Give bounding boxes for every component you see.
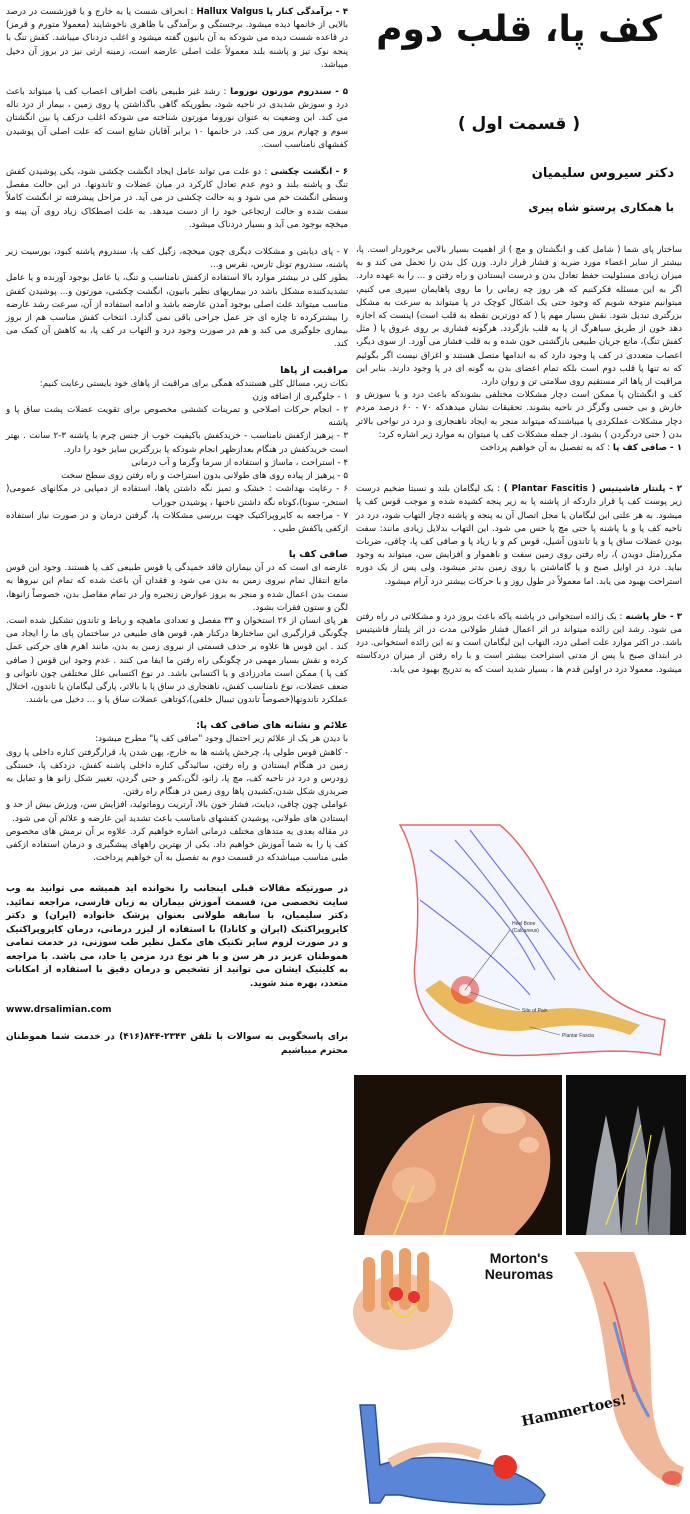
hammertoe-figure	[564, 1242, 686, 1492]
hammertoe-illustration	[564, 1242, 686, 1492]
care-list	[6, 391, 348, 536]
item-hallux-head: ۴ - برآمدگی کنار پا	[266, 7, 348, 17]
website-link[interactable]: www.drsalimian.com	[6, 1005, 112, 1016]
shoes-paragraph: بطور کلی در بیشتر موارد بالا استفاده ازکفش نامناسب و تنگ، یا عامل بوجود آورنده و یا عامل تشدیدکننده مشکل باشد در بیماریهای نظیر بانیون، انگشت چکشی، مورتون و... پوشیدن کفش مناسب میتواند علت اصلی بوجود آمدن عارضه باشد و ادامه استفاده از آن، سرعت رشد عارضه را بیشترکرده تا چاره ای جز عمل جراحی باقی نمی گذارد. انتخاب کفش مناسب هم از بروز بیماری جلوگیری می کند و هم در صورت وجود درد و التهاب در کف پا، به کاهش آن کمک می کند.	[6, 273, 348, 350]
care-item: ۲ - انجام حرکات اصلاحی و تمرینات کششی مخصوص برای تقویت عضلات پشت ساق پا و پاشنه	[6, 405, 348, 429]
closing-paragraph: در صورتیکه مقالات قبلی اینجانب را نخوانده اید همیشه می توانید به وب سایت تخصصی من، قسمت آموزش بیماران به زبان فارسی، مراجعه نمائید. دکتر سلیمیان، با سابقه طولانی بعنوان پزشک خانواده (ایران) و دکتر کایروپراکتیک (ایران و کانادا) با استفاده از لیزر درمانی، درمان کایروپراکتیک و در صورت لزوم سایر تکنیک های مکمل نظیر طب سوزنی، در خدمت تمامی هموطنان عزیز در هر سن و با هر نوع درد مزمن یا حاد، می باشد. با مراجعه به کلینیک ایشان می توانید از تشخیص و درمان دقیق با استفاده از امکانات متعدد، بهره مند شوید.	[6, 884, 348, 989]
intro-paragraph: ساختار پای شما ( شامل کف و انگشتان و مچ ) از اهمیت بسیار بالایی برخوردار است. پا، بیشتر از سایر اعضاء مورد ضربه و فشار قرار دارد. وزن کل بدن را تحمل می کند و به میزان زیادی مسئولیت حفظ تعادل بدن و درست ایستادن و راه رفتن و ... را به عهده دارد. اگر به این مسئله فکرکنیم که هر روز چه زمانی را ما روی پاهایمان سپری می کنیم، میتوانیم متوجه شویم که وجود حتی یک اشکال کوچک در پا میتواند به سرعت به مشکل بزرگتری تبدیل شود. نقش بسیار مهم پا ( که دورترین نقطه به قلب است) اینست که اجازه دهد خون از طریق سیاهرگ از پا به قلب بازگردد. هرگونه فشاری بر روی عروق پا ( مثل کفش تنگ)، مانع جریان طبیعی بازگشتی خون شده و به قلب فشار می آورد. از سوی دیگر، اعصاب متعددی در کف پا وجود دارد که به اندامها متصل هستند و اغراق نیست اگر بگوئیم که نه تنها پا قلب دوم است بلکه تمام اعضای بدن به گونه ای در پا وجود دارند. بنابر این مراقبت از پاها اثر مستقیم روی سلامتی تن و روان دارد.	[356, 245, 682, 388]
item-hammer-text: : دو علت می تواند عامل ایجاد انگشت چکشی شود، یکی پوشیدن کفش تنگ و پاشنه بلند و دوم عدم تعادل کارکرد در میان عضلات و تاندونها. در این حالت مفصل وسطی انگشت خم می شود و به حالت چکشی در می آید. در مراحل پیشرفته تر انگشت کاملاً سفت شده و حالت ارتجاعی خود را از دست میدهد. به علت اصطکاک زیاد روی آن پینه و میخچه بوجود می آید و بسیار دردناک میشود.	[6, 167, 348, 230]
author: دکتر سیروس سلیمیان	[531, 166, 674, 181]
collaborator: با همکاری پرستو شاه پیری	[528, 201, 674, 214]
item-hammer-head: ۶ - انگشت چکشی	[270, 167, 349, 178]
signs-paragraph-1: - کاهش قوس طولی پا، چرخش پاشنه ها به خارج، پهن شدن پا، قرارگرفتن کناره داخلی پا روی زمین در هنگام ایستادن و راه رفتن، سائیدگی کناره داخلی پاشنه کفش، دردکف پا، خستگی زودرس و درد در ناحیه کف، مچ پا، زانو، لگن،کمر و حتی گردن، تغییر شکل زانو ها و تمایل به ضربدری شکل شدن،کشیدن پاها روی زمین در هنگام راه رفتن.	[6, 747, 348, 798]
care-title: مراقبت از پاها	[280, 364, 348, 376]
item-plantar-en: ( Plantar Fascitis )	[503, 484, 596, 495]
care-item: ۱ - جلوگیری از اضافه وزن	[252, 391, 348, 402]
care-item: ۳ - پرهیز ازکفش نامناسب - خریدکفش باکیفیت خوب از جنس چرم با پاشنه ۳-۲ سانت . بهتر است خریدکفش در هنگام بعدازظهر انجام شودکه پا بزرگترین سایز خود را دارد.	[6, 431, 348, 455]
care-item: ۶ - رعایت بهداشت : خشک و تمیز نگه داشتن پاها، استفاده از دمپایی در مکانهای عمومی( استخر- سونا)،کوتاه نگه داشتن ناخنها ، پوشیدن جوراب	[6, 484, 348, 508]
hammertoes-label: Hammertoes!	[520, 1392, 629, 1431]
care-item: ۵ - پرهیز از پیاده روی های طولانی بدون استراحت و راه رفتن روی سطح سخت	[61, 471, 348, 482]
label-site-of-pain: Site of Pain	[522, 1008, 548, 1014]
label-heel-bone: Heel Bone	[512, 921, 536, 927]
care-intro: نکات زیر، مسائل کلی هستندکه همگی برای مراقبت از پاهای خود بایستی رعایت کنیم:	[39, 378, 348, 389]
item-morton-text: : رشد غیر طبیعی بافت اطراف اعصاب کف پا میتواند باعث درد و سوزش شدیدی در ناحیه شود، بطوریکه گاهی باگذاشتن پا روی زمین ، بیمار از درد ناله می کند. این وضعیت به عنوان نوروما مورتون شناخته می شودکه اغلب درکف پا بین انگشتان سوم و چهارم بروز می کند. در خانمها ۱۰ برابر آقایان شایع است که علت اصلی آن پوشیدن کفشهای نامناسب است.	[6, 87, 348, 150]
morton-neuroma-figure	[348, 1242, 460, 1352]
item-flatfoot-text: : که به تفصیل به آن خواهیم پرداخت	[479, 443, 611, 454]
page-title: کف پا، قلب دوم	[376, 9, 662, 50]
shoe-figure	[350, 1385, 550, 1510]
flat-paragraph-1: عارضه ای است که در آن بیماران فاقد خمیدگی یا قوس طبیعی کف پا هستند. وجود این قوس مانع انتقال تمام نیروی زمین به بدن می شود و فقدان آن باعث شده که تمام این نیروها به سمت بدن اعمال شده و منجر به بروز عوارض زنجیره وار در تمام مفاصل بدن، خصوصاً زانوها، لگن و ستون فقرات بشود.	[6, 563, 348, 613]
morton-label-line-1: Morton's	[489, 1250, 549, 1266]
item-morton	[6, 86, 348, 152]
item-heel-spur-text: : یک زائده استخوانی در پاشنه پاکه باعث بروز درد و مشکلاتی در راه رفتن می شود. رشد این زائده میتواند در اثر اعمال فشار طولانی مدت در اثر پلنتار فاشیتیس باشد. در اکثر موارد علت اصلی درد، التهاب این لیگامان است و نه این زائده استخوانی. درد در ابتدای صبح یا پس از مدتی استراحت بیشتر است و با راه رفتن از میزان دردکاسته میشود. معمولا درد در اولین قدم ها ، بسیار شدید است که به تدریج بهبود می یابد.	[356, 611, 682, 675]
xray-photo	[566, 1075, 686, 1235]
morton-illustration	[348, 1242, 460, 1352]
item-heel-spur-head: ۳ - خار پاشنه	[625, 611, 683, 622]
signs-paragraph-3: در مقاله بعدی به متدهای مختلف درمانی اشاره خواهیم کرد. علاوه بر آن نرمش های مخصوص کف پا را به شما آموزش خواهیم داد. یکی از بهترین راههای پیشگیری و درمان استفاده ازکفی طبی مناسب میباشدکه در قسمت دوم به تفصیل به آن خواهیم پرداخت.	[6, 826, 348, 864]
flat-paragraph-2: هر پای انسان از ۲۶ استخوان و ۳۳ مفصل و تعدادی ماهیچه و رباط و تاندون تشکیل شده است. چگونگی قرارگیری این ساختارها درکنار هم، قوس های طبیعی در ساختمان پای ما را ایجاد می کند . این قوس ها علاوه بر حذف قسمتی از نیروی زمین به بدن، مانند اهرم های حرکتی عمل کرده و نقش بسیار مهمی در چگونگی راه رفتن ما ایفا می کنند . عدم وجود این قوس ( صافی کف پا ) ممکن است مادرزادی و یا اکتسابی باشد. در نوع اکتسابی علل مختلفی چون ناتوانی و ضعف عضلات، نوع نامناسب کفش، ناهنجاری در ساق پا یا بالاتر، پارگی لیگامان یا تاندون، اختلال عملکرد تاندونها(خصوصاً تاندون تیبیال خلفی)،کوتاهی عضلات ساق پا و ... دخیل می باشند.	[6, 615, 348, 706]
label-calcaneus: (Calcaneus)	[512, 928, 539, 934]
morton-label-line-2: Neuromas	[484, 1266, 554, 1282]
intro-paragraph-2: کف و انگشتان پا ممکن است دچار مشکلات مختلفی بشوندکه باعث درد و یا سوزش و خارش و بی حسی وگزگز در ناحیه بشوند. تحقیقات نشان میدهدکه ۷۰ - ۶۰ درصد مردم دچار مشکلات عملکردی پا میباشندکه میتواند منجر به ایجاد ناهنجاری و درد در نواحی بالاتر بدن ( حتی دردگردن ) بشود. از جمله مشکلات کف پا میتوان به موارد زیر اشاره کرد:	[356, 390, 682, 440]
item-diabetic: ۷ - پای دیابتی و مشکلات دیگری چون میخچه، زگیل کف پا، سندروم پاشنه کبود، بورسیت زیر پاشنه، سندروم تونل تارس، نقرس و...	[6, 247, 348, 271]
item-hallux-en: Hallux Valgus	[196, 7, 264, 17]
morton-label	[466, 1250, 572, 1300]
xray-illustration	[566, 1075, 686, 1235]
foot-diagram	[360, 820, 680, 1060]
item-morton-head: ۵ - سندروم مورتون نوروما	[230, 87, 349, 98]
right-column	[352, 0, 690, 677]
item-plantar-text: : یک لیگامان بلند و نسبتا ضخیم درست زیر پوست کف پا قرار داردکه از پاشنه پا به زیر پنجه کشیده شده و موجب قوس کف پا میشود. به هر علتی این لیگامان یا محل اتصال آن به پنجه و پاشنه دچار التهاب شود، درد در ناحیه کف پا و یا پاشنه پا حتی مچ پا حس می شود. این التهاب بدلایل زیادی مانند: سفت بودن عضلات ساق پا و یا تاندون آشیل، قوس کم و یا زیاد پا و صافی کف پا، چاقی، ضربات مکرر(مثل دویدن )، راه رفتن روی زمین سفت و ناهموار و افزایش سن، میتواند به وجود بیاید. درد در اوایل صبح و یا گاماشتن پا روی زمین بدتر میشود، ولی پس از یک دوره استراحت بهبود می یابد. اما معمولاً در طول روز و با حرکات بیشتر درد آرام میشود.	[356, 484, 682, 587]
care-item: ۷ - مراجعه به کایروپراکتیک جهت بررسی مشکلات پا، گرفتن درمان و در صورت نیاز استفاده ازکفی یاکفش طبی .	[6, 510, 348, 534]
shoe-illustration	[350, 1385, 550, 1510]
signs-intro: با دیدن هر یک از علائم زیر احتمال وجود "صافی کف پا" مطرح میشود:	[95, 734, 348, 745]
bunion-photo	[354, 1075, 562, 1235]
item-flatfoot-head: ۱ - صافی کف پا	[612, 443, 682, 454]
item-plantar	[356, 483, 682, 589]
bunion-illustration	[354, 1075, 562, 1235]
item-flatfoot	[356, 442, 682, 455]
label-plantar-fascia: Plantar Fascia	[562, 1033, 594, 1039]
item-plantar-head: ۲ - پلنتار فاشیتیس	[599, 484, 683, 495]
signs-title: علائم و نشانه های صافی کف پا:	[196, 720, 348, 732]
flat-title: صافی کف پا	[288, 549, 348, 561]
item-hallux	[6, 6, 348, 72]
care-item: ۴ - استراحت ، ماساژ و استفاده از سرما وگرما و آب درمانی	[131, 457, 348, 468]
item-heel-spur	[356, 611, 682, 677]
contact-line: برای پاسخگویی به سوالات با تلفن ۲۳۴۳-۸۴۴(۴۱۶) در خدمت شما هموطنان محترم میباشیم	[6, 1032, 349, 1056]
left-column	[0, 0, 352, 1058]
plantar-fascia-figure	[360, 820, 680, 1060]
item-hallux-text: : انحراف شست پا به خارج و یا قوزشست در درصد بالایی از خانمها دیده میشود. برجستگی و برآمدگی با ظاهری ناخوشایند (معمولا متورم و قرمز) در قاعده شست دیده می شودکه به آن بانیون گفته میشود و اغلب دردناک میباشد. کفش تنگ با پنجه نوک تیز و پاشنه بلند معمولاً علت اصلی عارضه است، زمینه ارثی نیز در بروز آن دخیل میباشد.	[6, 7, 348, 70]
page-subtitle: ( قسمت اول )	[457, 114, 581, 134]
item-hammer	[6, 166, 348, 232]
signs-paragraph-2: عواملی چون چاقی، دیابت، فشار خون بالا، آرتریت روماتوئید، افزایش سن، ورزش بیش از حد و ایستادن های طولانی، پوشیدن کفشهای نامناسب باعث تشدید این عارضه و علائم آن می شود.	[6, 800, 348, 824]
